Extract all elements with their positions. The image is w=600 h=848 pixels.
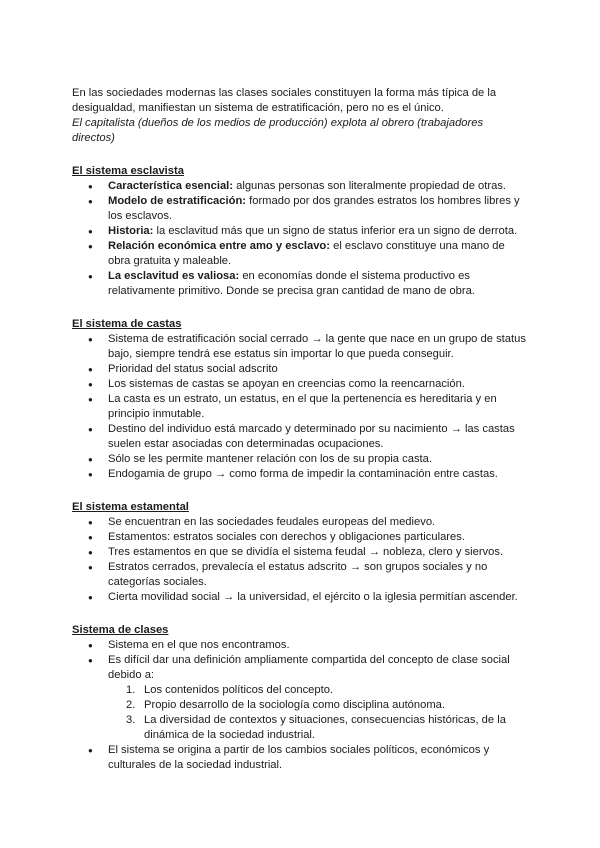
list-item: ● Prioridad del status social adscrito [72,362,528,377]
item-text: el esclavo constituye una mano de obra gratuita y maleable. [108,240,505,267]
section-title-esclavista: El sistema esclavista [72,165,184,177]
document-page [72,86,528,773]
list-item: ● El sistema se origina a partir de los cambios sociales políticos, económicos y culturales de la sociedad industrial. [72,743,528,773]
list-item [72,269,528,299]
item-number: 1. [126,684,136,696]
list-item: ● Destino del individuo está marcado y determinado por su nacimiento → las castas suelen estar asociadas con determinadas ocupaciones. [72,422,528,452]
list-item [72,179,528,194]
item-text: formado por dos grandes estratos los hombres libres y los esclavos. [108,195,520,222]
list-item: ● Estamentos: estratos sociales con derechos y obligaciones particulares. [72,530,528,545]
item-label: Historia: [108,225,154,237]
list-item [72,239,528,269]
list-item: ● Endogamia de grupo → como forma de impedir la contaminación entre castas. [72,467,528,482]
item-text: Propio desarrollo de la sociología como disciplina autónoma. [144,699,445,711]
section-title-castas: El sistema de castas [72,318,182,330]
item-number: 3. [126,714,136,726]
list-item [72,653,528,743]
list-esclavista [72,179,528,299]
list-item: ● Estratos cerrados, prevalecía el estatus adscrito → son grupos sociales y no categorías sociales. [72,560,528,590]
numbered-item [108,683,528,698]
item-text: algunas personas son literalmente propiedad de otras. [233,180,507,192]
numbered-item [108,698,528,713]
list-castas [72,332,528,482]
list-item: ● Los sistemas de castas se apoyan en creencias como la reencarnación. [72,377,528,392]
list-item: ● Tres estamentos en que se dividía el sistema feudal → nobleza, clero y siervos. [72,545,528,560]
numbered-item [108,713,528,743]
section-castas [72,317,528,482]
intro-italic-line: El capitalista (dueños de los medios de producción) explota al obrero (trabajadores directos) [72,117,484,144]
list-clases [72,638,528,773]
list-item: ● La casta es un estrato, un estatus, en el que la pertenencia es hereditaria y en principio inmutable. [72,392,528,422]
list-item: ● Sólo se les permite mantener relación con los de su propia casta. [72,452,528,467]
list-item: ● Cierta movilidad social → la universidad, el ejército o la iglesia permitían ascender. [72,590,528,605]
list-item: ● Sistema de estratificación social cerrado → la gente que nace en un grupo de status bajo, siempre tendrá ese estatus sin importar lo que pueda conseguir. [72,332,528,362]
numbered-list [108,683,528,743]
item-number: 2. [126,699,136,711]
item-text: La diversidad de contextos y situaciones, consecuencias históricas, de la dinámica de la sociedad industrial. [144,714,506,741]
section-title-estamental: El sistema estamental [72,501,189,513]
section-esclavista [72,164,528,299]
item-text: Es difícil dar una definición ampliamente compartida del concepto de clase social debido a: [108,654,510,681]
item-text: la esclavitud más que un signo de status inferior era un signo de derrota. [153,225,518,237]
section-clases [72,623,528,773]
item-label: Característica esencial: [108,180,234,192]
list-item: ● Se encuentran en las sociedades feudales europeas del medievo. [72,515,528,530]
item-label: Relación económica entre amo y esclavo: [108,240,330,252]
item-text: Los contenidos políticos del concepto. [144,684,334,696]
intro-paragraph: En las sociedades modernas las clases sociales constituyen la forma más típica de la desigualdad, manifiestan un sistema de estratificación, pero no es el único. [72,87,497,114]
section-estamental [72,500,528,605]
list-item [72,224,528,239]
section-title-clases: Sistema de clases [72,624,169,636]
item-label: Modelo de estratificación: [108,195,247,207]
list-item: ● Sistema en el que nos encontramos. [72,638,528,653]
item-text: en economías donde el sistema productivo es relativamente primitivo. Donde se precisa gran cantidad de mano de obra. [108,270,475,297]
list-item [72,194,528,224]
list-estamental [72,515,528,605]
item-label: La esclavitud es valiosa: [108,270,240,282]
